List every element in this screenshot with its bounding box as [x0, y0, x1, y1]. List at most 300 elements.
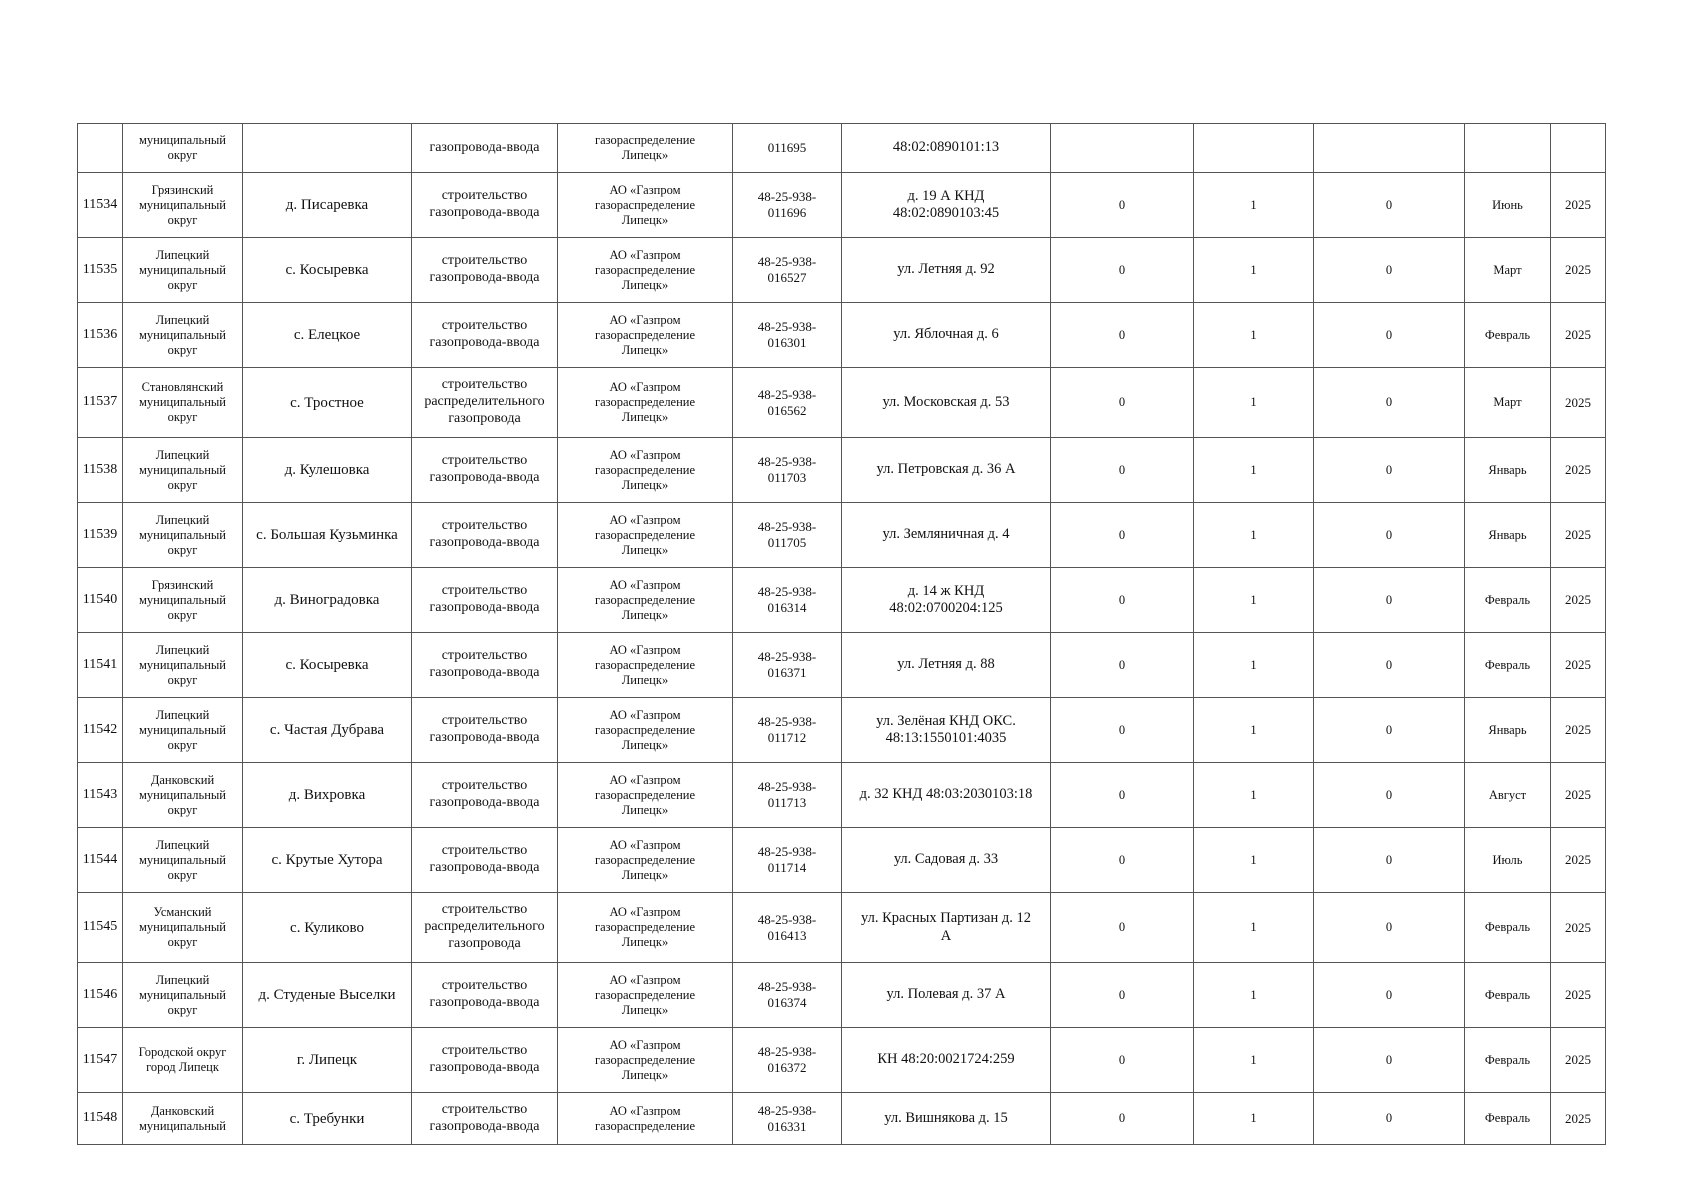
indicator-3-cell: 0: [1314, 568, 1465, 633]
district-line: округ: [167, 607, 198, 622]
work-type-line: строительство: [441, 1101, 528, 1117]
settlement-cell: с. Большая Кузьминка: [243, 503, 412, 568]
district-line: округ: [167, 542, 198, 557]
district-line: Липецкий: [155, 707, 210, 722]
organization-line: АО «Газпром: [609, 972, 681, 987]
organization-cell: [558, 503, 733, 568]
district-cell: [123, 438, 243, 503]
organization-line: АО «Газпром: [609, 447, 681, 462]
district-line: округ: [167, 477, 198, 492]
organization-line: АО «Газпром: [609, 182, 681, 197]
organization-line: Липецк»: [621, 737, 669, 752]
settlement-cell: д. Писаревка: [243, 173, 412, 238]
work-type-line: строительство: [441, 1043, 528, 1059]
district-line: муниципальный: [139, 852, 226, 867]
address-cell: [842, 238, 1051, 303]
object-code-line: 48-25-938-: [757, 714, 817, 730]
object-code-line: 011714: [767, 860, 807, 875]
address-line: ул. Садовая д. 33: [893, 851, 999, 868]
organization-line: Липецк»: [621, 1067, 669, 1082]
indicator-3-cell: 0: [1314, 238, 1465, 303]
district-line: округ: [167, 148, 198, 162]
organization-line: газораспределение: [594, 395, 696, 409]
row-number-cell: 11536: [78, 303, 123, 368]
object-code-line: 011695: [767, 140, 807, 156]
object-code-line: 48-25-938-: [757, 189, 817, 205]
work-type-line: газопровода-ввода: [429, 1060, 540, 1075]
object-code-cell: [733, 438, 842, 503]
organization-cell: [558, 893, 733, 963]
work-type-line: газопровода-ввода: [429, 270, 540, 285]
district-line: округ: [167, 212, 198, 227]
district-line: Данковский: [150, 772, 215, 787]
address-line: 48:02:0890103:45: [892, 205, 1000, 221]
indicator-1-cell: 0: [1051, 633, 1194, 698]
settlement-cell: с. Косыревка: [243, 633, 412, 698]
row-number-cell: 11547: [78, 1028, 123, 1093]
district-line: Становлянский: [141, 380, 224, 394]
work-type-cell: [412, 828, 558, 893]
year-cell: 2025: [1551, 173, 1606, 238]
address-line: д. 32 КНД 48:03:2030103:18: [859, 786, 1033, 803]
work-type-line: строительство: [441, 453, 528, 469]
year-cell: 2025: [1551, 438, 1606, 503]
month-cell: Март: [1465, 368, 1551, 438]
work-type-line: строительство: [441, 377, 528, 393]
address-line: ул. Яблочная д. 6: [893, 326, 999, 343]
address-line: ул. Петровская д. 36 А: [876, 461, 1016, 478]
table-row: [78, 893, 1606, 963]
organization-cell: [558, 173, 733, 238]
address-line: А: [940, 927, 952, 944]
address-line: 48:02:0890101:13: [892, 139, 1000, 156]
indicator-2-cell: 1: [1194, 1028, 1314, 1093]
work-type-cell: [412, 173, 558, 238]
organization-cell: [558, 1028, 733, 1093]
organization-line: газораспределение: [594, 722, 696, 737]
indicator-2-cell: 1: [1194, 303, 1314, 368]
address-cell: [842, 303, 1051, 368]
indicator-3-cell: 0: [1314, 1028, 1465, 1093]
organization-line: АО «Газпром: [609, 1037, 681, 1052]
organization-line: газораспределение: [594, 852, 696, 867]
district-line: муниципальный: [139, 920, 226, 934]
organization-cell: [558, 698, 733, 763]
year-cell: 2025: [1551, 1093, 1606, 1145]
organization-line: Липецк»: [621, 672, 669, 687]
work-type-line: строительство: [441, 713, 528, 729]
district-line: муниципальный: [139, 592, 226, 607]
district-line: муниципальный: [139, 987, 226, 1002]
district-line: муниципальный: [139, 327, 226, 342]
object-code-line: 48-25-938-: [757, 844, 817, 860]
settlement-cell: с. Косыревка: [243, 238, 412, 303]
row-number-cell: 11537: [78, 368, 123, 438]
work-type-cell: [412, 438, 558, 503]
district-line: муниципальный: [139, 197, 226, 212]
object-code-cell: [733, 1028, 842, 1093]
district-line: Грязинский: [151, 182, 214, 197]
organization-cell: [558, 1093, 733, 1145]
object-code-cell: [733, 828, 842, 893]
table-row: [78, 173, 1606, 238]
district-line: Липецкий: [155, 312, 210, 327]
month-cell: Февраль: [1465, 1028, 1551, 1093]
district-cell: [123, 303, 243, 368]
work-type-line: строительство: [441, 518, 528, 534]
district-line: город Липецк: [146, 1060, 219, 1074]
work-type-line: газопровода-ввода: [429, 730, 540, 745]
organization-line: газораспределение: [594, 987, 696, 1002]
organization-line: Липецк»: [621, 607, 669, 622]
organization-line: Липецк»: [621, 542, 669, 557]
year-cell: 2025: [1551, 568, 1606, 633]
work-type-cell: [412, 698, 558, 763]
year-cell: 2025: [1551, 763, 1606, 828]
object-code-line: 016374: [767, 995, 807, 1010]
settlement-cell: с. Частая Дубрава: [243, 698, 412, 763]
organization-line: Липецк»: [621, 277, 669, 292]
table-row: [78, 124, 1606, 173]
year-cell: 2025: [1551, 828, 1606, 893]
organization-line: АО «Газпром: [609, 1103, 681, 1118]
district-line: муниципальный: [139, 657, 226, 672]
address-line: д. 14 ж КНД: [907, 582, 985, 599]
address-line: ул. Зелёная КНД ОКС.: [876, 712, 1016, 729]
object-code-line: 48-25-938-: [757, 254, 817, 270]
object-code-cell: [733, 368, 842, 438]
settlement-cell: д. Виноградовка: [243, 568, 412, 633]
indicator-3-cell: 0: [1314, 963, 1465, 1028]
table-row: [78, 438, 1606, 503]
district-line: муниципальный: [139, 395, 226, 409]
address-cell: [842, 368, 1051, 438]
object-code-line: 016301: [767, 335, 807, 350]
organization-line: АО «Газпром: [609, 577, 681, 592]
work-type-line: газопровода-ввода: [429, 665, 540, 680]
address-line: ул. Летняя д. 92: [897, 261, 995, 278]
indicator-2-cell: 1: [1194, 173, 1314, 238]
object-code-line: 016331: [767, 1118, 807, 1134]
object-code-line: 016562: [767, 402, 807, 418]
object-code-line: 48-25-938-: [757, 454, 817, 470]
organization-line: Липецк»: [621, 212, 669, 227]
district-cell: [123, 503, 243, 568]
work-type-cell: [412, 1093, 558, 1145]
work-type-line: газопровода-ввода: [429, 139, 540, 155]
work-type-line: строительство: [441, 978, 528, 994]
object-code-cell: [733, 124, 842, 173]
work-type-line: строительство: [441, 253, 528, 269]
organization-line: газораспределение: [594, 327, 696, 342]
indicator-2-cell: 1: [1194, 893, 1314, 963]
organization-line: Липецк»: [621, 148, 669, 162]
district-line: округ: [167, 672, 198, 687]
year-cell: 2025: [1551, 633, 1606, 698]
object-code-cell: [733, 503, 842, 568]
indicator-1-cell: 0: [1051, 763, 1194, 828]
district-line: округ: [167, 867, 198, 882]
work-type-cell: [412, 568, 558, 633]
work-type-line: газопровода-ввода: [429, 535, 540, 550]
organization-line: АО «Газпром: [609, 837, 681, 852]
indicator-1-cell: 0: [1051, 1028, 1194, 1093]
settlement-cell: с. Тростное: [243, 368, 412, 438]
organization-line: газораспределение: [594, 527, 696, 542]
work-type-line: газопровода-ввода: [429, 1118, 540, 1134]
row-number-cell: 11541: [78, 633, 123, 698]
work-type-line: газопровода: [448, 935, 521, 951]
district-line: Грязинский: [151, 577, 214, 592]
row-number-cell: 11538: [78, 438, 123, 503]
row-number-cell: 11544: [78, 828, 123, 893]
indicator-3-cell: 0: [1314, 503, 1465, 568]
district-cell: [123, 568, 243, 633]
district-line: муниципальный: [139, 722, 226, 737]
indicator-1-cell: 0: [1051, 1093, 1194, 1145]
address-cell: [842, 963, 1051, 1028]
district-cell: [123, 368, 243, 438]
work-type-cell: [412, 763, 558, 828]
object-code-line: 016372: [767, 1060, 807, 1075]
district-line: Липецкий: [155, 512, 210, 527]
organization-cell: [558, 633, 733, 698]
organization-line: газораспределение: [594, 133, 696, 147]
month-cell: [1465, 124, 1551, 173]
work-type-cell: [412, 303, 558, 368]
settlement-cell: д. Вихровка: [243, 763, 412, 828]
object-code-line: 011703: [767, 470, 807, 485]
indicator-2-cell: [1194, 124, 1314, 173]
object-code-line: 48-25-938-: [757, 979, 817, 995]
district-line: Липецкий: [155, 447, 210, 462]
table-row: [78, 698, 1606, 763]
table-row: [78, 238, 1606, 303]
work-type-line: строительство: [441, 318, 528, 334]
table-row: [78, 368, 1606, 438]
district-cell: [123, 173, 243, 238]
object-code-line: 011712: [767, 730, 807, 745]
organization-line: газораспределение: [594, 1118, 696, 1133]
indicator-2-cell: 1: [1194, 368, 1314, 438]
object-code-line: 48-25-938-: [757, 584, 817, 600]
work-type-cell: [412, 1028, 558, 1093]
indicator-3-cell: 0: [1314, 1093, 1465, 1145]
indicator-2-cell: 1: [1194, 568, 1314, 633]
work-type-cell: [412, 963, 558, 1028]
indicator-2-cell: 1: [1194, 438, 1314, 503]
indicator-1-cell: 0: [1051, 368, 1194, 438]
address-line: 48:02:0700204:125: [889, 600, 1003, 616]
object-code-line: 48-25-938-: [757, 779, 817, 795]
work-type-line: газопровода-ввода: [429, 600, 540, 615]
organization-cell: [558, 303, 733, 368]
row-number-cell: 11543: [78, 763, 123, 828]
organization-cell: [558, 368, 733, 438]
organization-cell: [558, 763, 733, 828]
row-number-cell: 11546: [78, 963, 123, 1028]
district-line: округ: [167, 342, 198, 357]
district-line: округ: [167, 737, 198, 752]
settlement-cell: с. Требунки: [243, 1093, 412, 1145]
organization-line: Липецк»: [621, 802, 669, 817]
table-row: [78, 828, 1606, 893]
organization-cell: [558, 828, 733, 893]
organization-line: газораспределение: [594, 657, 696, 672]
organization-line: газораспределение: [594, 920, 696, 934]
object-code-line: 48-25-938-: [757, 519, 817, 535]
organization-line: АО «Газпром: [609, 642, 681, 657]
month-cell: Февраль: [1465, 303, 1551, 368]
district-cell: [123, 124, 243, 173]
district-cell: [123, 238, 243, 303]
organization-cell: [558, 568, 733, 633]
indicator-2-cell: 1: [1194, 763, 1314, 828]
indicator-1-cell: 0: [1051, 238, 1194, 303]
work-type-line: газопровода: [448, 410, 521, 426]
object-code-cell: [733, 303, 842, 368]
year-cell: 2025: [1551, 303, 1606, 368]
month-cell: Март: [1465, 238, 1551, 303]
address-cell: [842, 633, 1051, 698]
district-line: Усманский: [153, 905, 212, 919]
district-line: Данковский: [150, 1103, 215, 1118]
settlement-cell: с. Крутые Хутора: [243, 828, 412, 893]
indicator-1-cell: 0: [1051, 173, 1194, 238]
organization-line: Липецк»: [621, 410, 669, 424]
settlement-cell: [243, 124, 412, 173]
indicator-2-cell: 1: [1194, 238, 1314, 303]
district-line: муниципальный: [139, 527, 226, 542]
organization-line: газораспределение: [594, 197, 696, 212]
indicator-3-cell: 0: [1314, 303, 1465, 368]
object-code-cell: [733, 1093, 842, 1145]
organization-line: газораспределение: [594, 1052, 696, 1067]
organization-line: АО «Газпром: [609, 247, 681, 262]
organization-line: Липецк»: [621, 935, 669, 949]
indicator-1-cell: [1051, 124, 1194, 173]
address-line: д. 19 А КНД: [907, 187, 985, 204]
object-code-line: 016371: [767, 665, 807, 680]
object-code-cell: [733, 763, 842, 828]
object-code-line: 011713: [767, 795, 807, 810]
district-line: округ: [167, 410, 198, 424]
organization-line: Липецк»: [621, 342, 669, 357]
object-code-line: 48-25-938-: [757, 1044, 817, 1060]
work-type-cell: [412, 368, 558, 438]
district-line: округ: [167, 277, 198, 292]
work-type-line: газопровода-ввода: [429, 470, 540, 485]
indicator-1-cell: 0: [1051, 438, 1194, 503]
indicator-3-cell: 0: [1314, 633, 1465, 698]
indicator-2-cell: 1: [1194, 828, 1314, 893]
district-cell: [123, 763, 243, 828]
settlement-cell: д. Кулешовка: [243, 438, 412, 503]
organization-line: АО «Газпром: [609, 905, 681, 919]
row-number-cell: 11545: [78, 893, 123, 963]
month-cell: Февраль: [1465, 963, 1551, 1028]
address-line: ул. Земляничная д. 4: [882, 526, 1010, 543]
organization-line: Липецк»: [621, 477, 669, 492]
work-type-line: газопровода-ввода: [429, 860, 540, 875]
month-cell: Июнь: [1465, 173, 1551, 238]
month-cell: Февраль: [1465, 1093, 1551, 1145]
organization-cell: [558, 238, 733, 303]
indicator-3-cell: 0: [1314, 368, 1465, 438]
work-type-line: газопровода-ввода: [429, 335, 540, 350]
table-row: [78, 568, 1606, 633]
object-code-line: 016527: [767, 270, 807, 285]
address-cell: [842, 124, 1051, 173]
district-cell: [123, 1028, 243, 1093]
object-code-line: 48-25-938-: [757, 649, 817, 665]
indicator-1-cell: 0: [1051, 503, 1194, 568]
object-code-line: 48-25-938-: [757, 319, 817, 335]
year-cell: 2025: [1551, 893, 1606, 963]
district-line: Липецкий: [155, 837, 210, 852]
year-cell: [1551, 124, 1606, 173]
district-line: муниципальный: [139, 462, 226, 477]
organization-line: АО «Газпром: [609, 772, 681, 787]
organization-line: газораспределение: [594, 462, 696, 477]
object-code-line: 011705: [767, 535, 807, 550]
work-type-cell: [412, 503, 558, 568]
work-type-line: строительство: [441, 843, 528, 859]
address-cell: [842, 568, 1051, 633]
object-code-line: 011696: [767, 205, 807, 220]
row-number-cell: 11539: [78, 503, 123, 568]
month-cell: Июль: [1465, 828, 1551, 893]
indicator-3-cell: [1314, 124, 1465, 173]
month-cell: Февраль: [1465, 893, 1551, 963]
object-code-cell: [733, 173, 842, 238]
object-code-line: 016413: [767, 927, 807, 943]
district-line: округ: [167, 935, 198, 949]
work-type-line: строительство: [441, 778, 528, 794]
month-cell: Февраль: [1465, 633, 1551, 698]
table-row: [78, 1093, 1606, 1145]
indicator-2-cell: 1: [1194, 503, 1314, 568]
object-code-cell: [733, 238, 842, 303]
address-line: ул. Красных Партизан д. 12: [860, 910, 1031, 927]
district-line: муниципальный: [139, 262, 226, 277]
work-type-line: строительство: [441, 902, 528, 918]
object-code-line: 016314: [767, 600, 807, 615]
year-cell: 2025: [1551, 698, 1606, 763]
work-type-cell: [412, 893, 558, 963]
organization-line: АО «Газпром: [609, 512, 681, 527]
address-line: КН 48:20:0021724:259: [877, 1051, 1015, 1068]
month-cell: Август: [1465, 763, 1551, 828]
work-type-cell: [412, 238, 558, 303]
indicator-2-cell: 1: [1194, 698, 1314, 763]
organization-cell: [558, 124, 733, 173]
object-code-line: 48-25-938-: [757, 386, 817, 402]
district-cell: [123, 633, 243, 698]
organization-line: Липецк»: [621, 1002, 669, 1017]
work-type-line: газопровода-ввода: [429, 205, 540, 220]
organization-cell: [558, 438, 733, 503]
address-line: 48:13:1550101:4035: [885, 730, 1007, 746]
row-number-cell: [78, 124, 123, 173]
indicator-1-cell: 0: [1051, 303, 1194, 368]
year-cell: 2025: [1551, 503, 1606, 568]
district-cell: [123, 698, 243, 763]
work-type-line: газопровода-ввода: [429, 795, 540, 810]
district-line: Липецкий: [155, 972, 210, 987]
district-cell: [123, 963, 243, 1028]
district-line: муниципальный: [139, 787, 226, 802]
